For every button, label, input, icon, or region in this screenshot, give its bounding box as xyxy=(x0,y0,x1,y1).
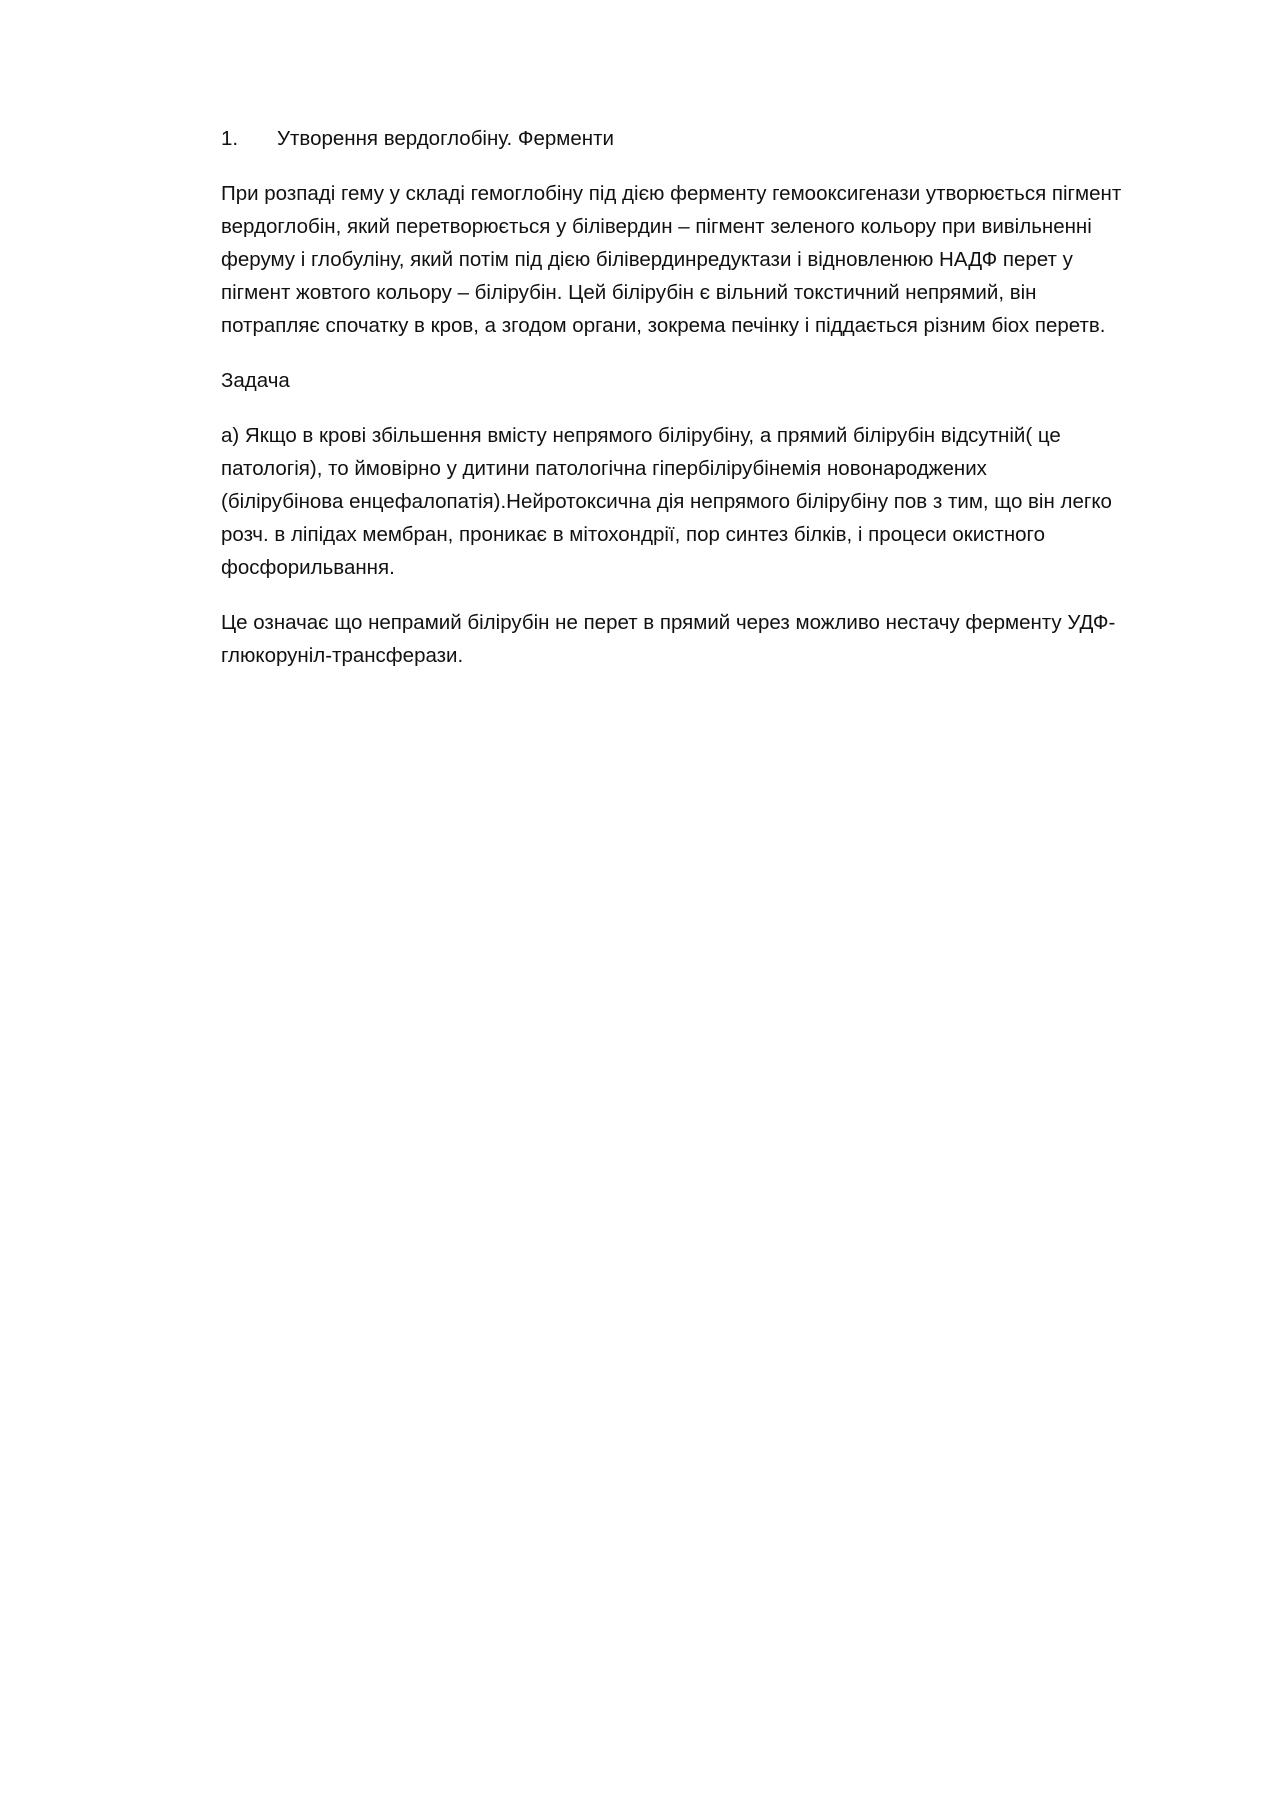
paragraph-conclusion xyxy=(221,606,1181,672)
paragraph-line: патологія), то ймовірно у дитини патологічна гіпербілірубінемія новонароджених xyxy=(221,457,987,480)
paragraph-line: феруму і глобуліну, який потім під дією білівердинредуктази і відновленюю НАДФ перет у xyxy=(221,248,1073,271)
paragraph-line: При розпаді гему у складі гемоглобіну під дією ферменту гемооксигенази утворюється пігмент xyxy=(221,182,1122,205)
paragraph-task-a xyxy=(221,419,1181,584)
document-body xyxy=(221,122,1181,694)
heading-text: Утворення вердоглобіну. Ферменти xyxy=(277,127,614,150)
section-heading xyxy=(221,122,1181,155)
paragraph-line: Це означає що непрамий білірубін не перет в прямий через можливо нестачу ферменту УДФ- xyxy=(221,611,1116,634)
paragraph-line: фосфорильвання. xyxy=(221,556,395,579)
paragraph-line: пігмент жовтого кольору – білірубін. Цей білірубін є вільний токстичний непрямий, він xyxy=(221,281,1037,304)
paragraph-line: розч. в ліпідах мембран, проникає в мітохондрії, пор синтез білків, і процеси окистного xyxy=(221,523,1045,546)
paragraph-line: вердоглобін, який перетворюється у білівердин – пігмент зеленого кольору при вивільненні xyxy=(221,215,1092,238)
paragraph-line: потрапляє спочатку в кров, а згодом органи, зокрема печінку і піддається різним біох перетв. xyxy=(221,314,1106,337)
paragraph-verdoglobin xyxy=(221,177,1181,342)
paragraph-line: глюкоруніл-трансферази. xyxy=(221,644,464,667)
paragraph-line: а) Якщо в крові збільшення вмісту непрямого білірубіну, а прямий білірубін відсутній( це xyxy=(221,424,1061,447)
paragraph-line: (білірубінова енцефалопатія).Нейротоксична дія непрямого білірубіну пов з тим, що він легко xyxy=(221,490,1112,513)
heading-number: 1. xyxy=(221,127,239,150)
task-label: Задача xyxy=(221,369,290,392)
